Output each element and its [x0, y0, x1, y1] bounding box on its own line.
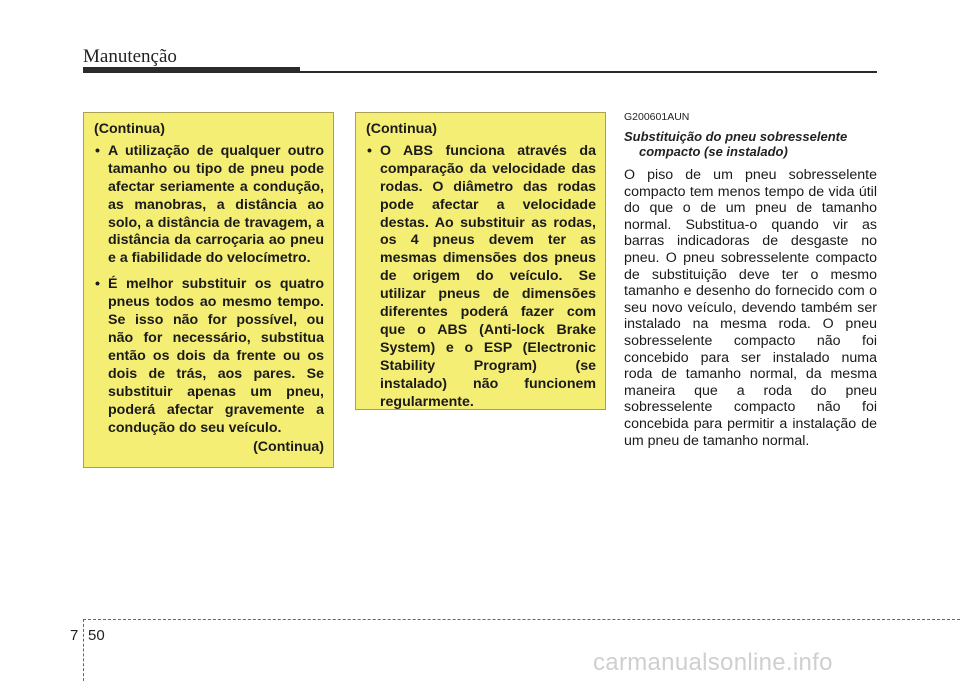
watermark: carmanualsonline.info [593, 649, 833, 676]
bullet-item: • A utilização de qualquer outro tamanho ou tipo de pneu pode afectar seriamente a condução, as manobras, a distância ao solo, a distância de travagem, a distância da carroçaria ao pneu e a fiabilidade do velocímetro. [93, 143, 324, 268]
caution-box-1 [83, 112, 334, 468]
subtitle-line-2: compacto (se instalado) [639, 144, 788, 159]
continued-label: (Continua) [94, 121, 165, 137]
continued-label-bottom: (Continua) [253, 439, 324, 456]
page-title: Manutenção [83, 46, 177, 67]
section-body: O piso de um pneu sobresselente compacto tem menos tempo de vida útil do que o de um pneu de tamanho normal. Substitua-o quando vir as barras indicadoras de desgaste no pneu. O pneu sobresselente compacto de substituição deve ter o mesmo tamanho e desenho do fornecido com o seu novo veículo, devendo também ser instalado na mesma roda. O pneu sobresselente compacto não foi concebido para ser instalado numa roda de tamanho normal, da mesma maneira que a roda do pneu sobresselente compacto não foi concebida para permitir a instalação de um pneu de tamanho normal. [624, 167, 877, 449]
header-rule-thick [83, 67, 300, 73]
footer-divider [83, 619, 84, 681]
bullet-item: • É melhor substituir os quatro pneus todos ao mesmo tempo. Se isso não for possível, ou não for necessário, substitua então os dois da frente ou os dois de trás, aos pares. Se substituir apenas um pneu, poderá afectar gravemente a condução do seu veículo. [93, 276, 324, 437]
caution-box-2 [355, 112, 606, 410]
bullet-list [365, 143, 596, 412]
continued-label: (Continua) [366, 121, 437, 137]
bullet-list [93, 143, 324, 438]
page-number: 50 [88, 627, 105, 644]
section-subtitle [624, 129, 877, 159]
subtitle-line-1: Substituição do pneu sobresselente [624, 129, 848, 144]
section-column [624, 112, 877, 449]
header-rule-thin [300, 71, 877, 73]
chapter-number: 7 [70, 627, 79, 644]
section-code: G200601AUN [624, 111, 690, 123]
bullet-item: • O ABS funciona através da comparação da velocidade das rodas. O diâmetro das rodas pode afectar a velocidade destas. Ao substituir as rodas, os 4 pneus devem ter as mesmas dimensões dos pneus de origem do veículo. Se utilizar pneus de dimensões diferentes poderá fazer com que o ABS (Anti-lock Brake System) e o ESP (Electronic Stability Program) (se instalado) não funcionem regularmente. [365, 143, 596, 412]
footer-rule [83, 619, 960, 620]
